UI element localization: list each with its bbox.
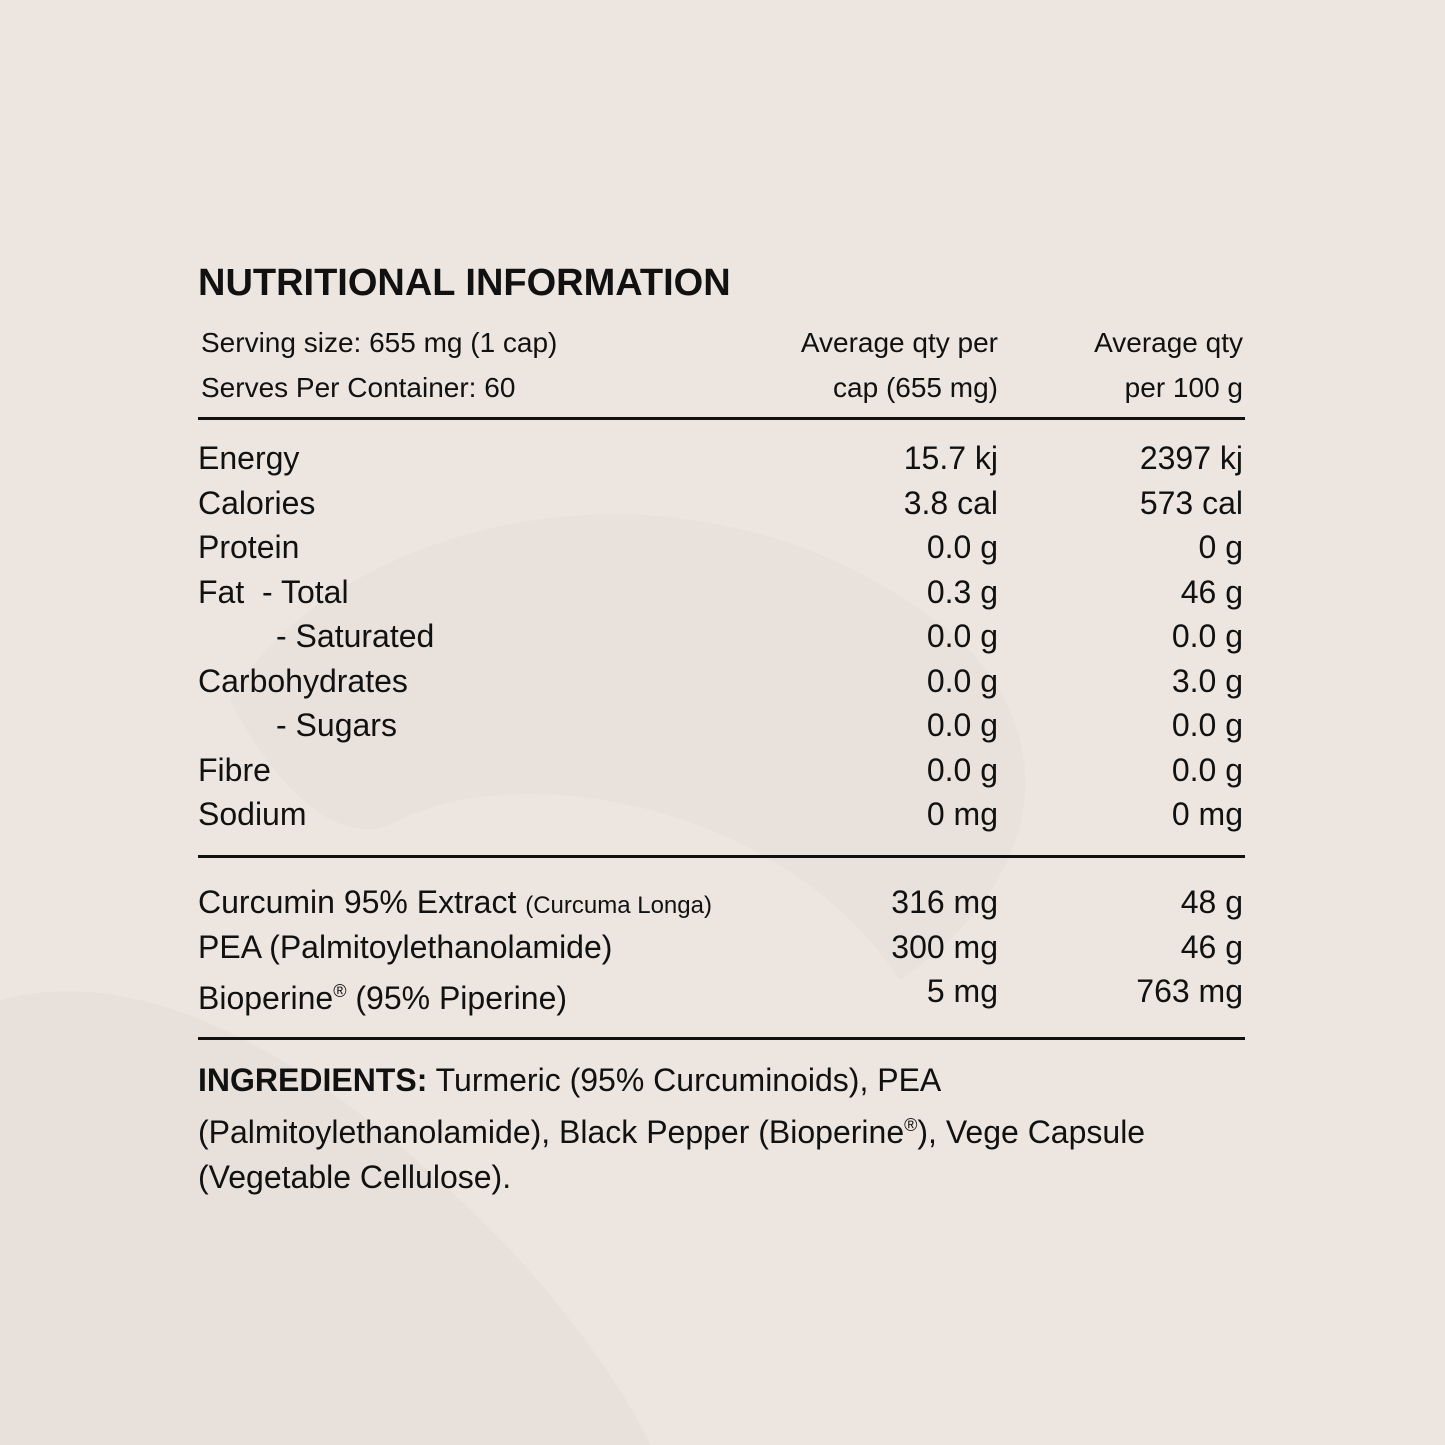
nutrient-label: - Saturated: [276, 618, 435, 654]
table-row: [198, 792, 1245, 837]
per-cap-value: 316 mg: [891, 884, 998, 920]
per-cap-value: 3.8 cal: [903, 484, 998, 521]
ingredients-block: [198, 1058, 1258, 1200]
per-100g-value: 573 cal: [1139, 484, 1243, 521]
per-cap-value: 0.0 g: [926, 618, 998, 654]
per-100g-value: 48 g: [1180, 884, 1243, 920]
nutrient-label: Fat - Total: [198, 573, 349, 610]
table-row: [198, 703, 1245, 748]
serves-per-container: Serves Per Container: 60: [201, 372, 516, 403]
active-label: Curcumin 95% Extract: [198, 884, 517, 920]
active-label: PEA (Palmitoylethanolamide): [198, 928, 613, 965]
actives-table: [198, 880, 1245, 1014]
per-100g-value: 763 mg: [1136, 973, 1243, 1009]
panel-title: NUTRITIONAL INFORMATION: [198, 262, 731, 304]
per-100g-value: 0 g: [1198, 529, 1243, 565]
table-row: [198, 570, 1245, 615]
active-note: (Curcuma Longa): [525, 892, 712, 919]
per-100g-value: 0 mg: [1171, 796, 1243, 832]
nutrient-label: Protein: [198, 529, 300, 565]
table-row: [198, 748, 1245, 793]
per-cap-value: 5 mg: [926, 973, 998, 1009]
per-cap-value: 0.3 g: [926, 573, 998, 610]
ingredients-heading: INGREDIENTS:: [198, 1062, 428, 1098]
table-row: [198, 481, 1245, 526]
table-row: [198, 614, 1245, 659]
per-100g-value: 46 g: [1180, 573, 1243, 610]
per-cap-value: 0.0 g: [926, 662, 998, 699]
per-cap-header-line2: cap (655 mg): [833, 372, 998, 403]
registered-mark: ®: [904, 1115, 918, 1135]
table-row: [198, 659, 1245, 704]
active-label-rest: (95% Piperine): [355, 980, 568, 1016]
registered-mark: ®: [333, 981, 347, 1001]
table-row: [198, 925, 1245, 970]
divider-rule: [198, 1037, 1245, 1040]
per-cap-value: 0.0 g: [926, 529, 998, 565]
per-100g-value: 0.0 g: [1171, 618, 1243, 654]
per-cap-value: 15.7 kj: [903, 440, 998, 476]
nutrient-label: Calories: [198, 484, 316, 521]
nutrients-table: [198, 436, 1245, 837]
ingredients-text-end: ), Vege Capsule (Vegetable Cellulose).: [198, 1114, 1146, 1195]
divider-rule: [198, 417, 1245, 420]
per-100g-header-line1: Average qty: [1094, 327, 1243, 358]
per-100g-value: 2397 kj: [1139, 440, 1243, 476]
divider-rule: [198, 855, 1245, 858]
active-label: Bioperine: [198, 980, 334, 1016]
per-cap-value: 0 mg: [926, 796, 998, 832]
per-cap-value: 0.0 g: [926, 707, 998, 743]
per-100g-value: 3.0 g: [1171, 662, 1243, 699]
table-row: [198, 880, 1245, 925]
per-100g-value: 46 g: [1180, 928, 1243, 965]
nutrient-label: Sodium: [198, 796, 307, 832]
table-row: [198, 436, 1245, 481]
ingredients-text: Turmeric (95% Curcuminoids), PEA (Palmitoylethanolamide), Black Pepper (Bioperine: [198, 1062, 940, 1150]
nutrient-label: Energy: [198, 440, 300, 476]
table-row: [198, 525, 1245, 570]
per-cap-value: 300 mg: [891, 928, 998, 965]
nutrient-label: Fibre: [198, 751, 271, 788]
per-cap-value: 0.0 g: [926, 751, 998, 788]
table-row: [198, 969, 1245, 1014]
nutrient-label: Carbohydrates: [198, 662, 408, 699]
per-cap-header-line1: Average qty per: [800, 327, 998, 358]
serving-size: Serving size: 655 mg (1 cap): [201, 327, 558, 358]
nutrient-label: - Sugars: [276, 707, 397, 743]
table-header: [198, 320, 1245, 410]
per-100g-header-line2: per 100 g: [1124, 372, 1243, 403]
per-100g-value: 0.0 g: [1171, 707, 1243, 743]
per-100g-value: 0.0 g: [1171, 751, 1243, 788]
